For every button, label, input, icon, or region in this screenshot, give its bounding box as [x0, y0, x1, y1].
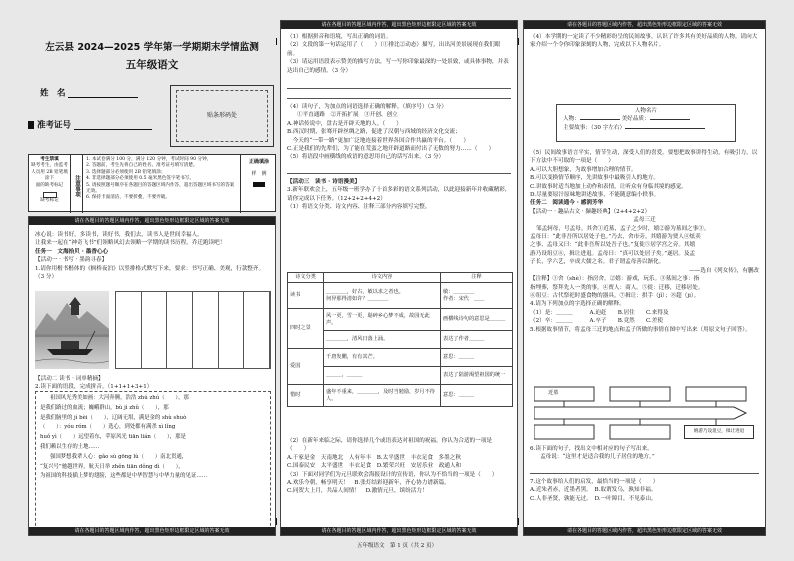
- question-line: （2）文段的第一句话运用了（ ）（①排比②动态）描写，出出河美景展现在我们眼前。: [287, 42, 501, 57]
- options-line: A.近朱者赤，近墨者黑。 B.取谓发乌，孰知非福。: [530, 487, 657, 494]
- table-cell: 惜时: [288, 385, 324, 407]
- question-line: （3）请运用语段表示赞美的描写方法，写一写你印象最深的一处景致，或具体事物，并表达出自己的感情。（3 分）: [287, 59, 509, 74]
- options-line: B.西汉时期，张骞开辟丝绸之路，促进了汉朝与西域的经济文化交流；: [287, 129, 461, 136]
- character-card[interactable]: [556, 104, 736, 142]
- column-1: [28, 20, 276, 536]
- passage-line: （ ）：yóu róm（ ）选心，到处都有满杀 xì lǐng: [40, 424, 176, 431]
- table-cell[interactable]: 盛年不重来，＿＿＿＿，及时当勉励，岁月不待人。: [324, 385, 441, 407]
- card-deeds-label: 主要故事：（30 字左右）: [563, 124, 626, 131]
- passage-line: 祖国风光秀美如画：大河奔腾，浩浩 zhú zhú（ ），那: [50, 395, 189, 401]
- options-line: ①平直通路 ②开拓扩展 ③开创、创立: [297, 112, 398, 119]
- activity-heading: 【活动三 读书 · 诗语漫美】: [287, 178, 361, 185]
- section-heading: 任务一 文海拾贝 · 墨香心心: [35, 248, 109, 255]
- warning-banner: 请在各题目的答题区域内作答，超出黑色矩形边框限定区域的答案无效: [524, 21, 765, 29]
- question-line: （5）将语段中画横线的成语的意思用自己的话写出来。（3 分）: [287, 154, 445, 161]
- question-line: （4）读句子，为加点的词语选择正确的解释。（填序号）（3 分）: [287, 104, 447, 111]
- table-cell[interactable]: ＿＿＿，＿＿＿: [324, 367, 441, 385]
- intro-text: 让我来一起在“神奇飞书”们领略风幻去领略一学期的读书历程，乔迁跑读吧！: [35, 240, 226, 247]
- candidate-text: 面的缺考标记: [35, 182, 64, 188]
- question-line: （1）根据拼音和语境，写出正确的词语。: [287, 34, 392, 40]
- options-line: A.千家是金 天南地北 人有年丰 B.太平盛世 丰衣足食 多墨之秋: [287, 454, 461, 461]
- options-line: C.讲故事时适当地加上动作和表情，让听众有身临其境的感觉。: [530, 183, 687, 190]
- options-line: （2）卒：＿＿＿ A.卒子 B.竟然 C.差使: [530, 318, 663, 325]
- attention-label: 注意事项: [71, 155, 83, 213]
- passage-line: 是我们脑里的 jì bèi（ ），辽阔无垠，满是金的 shù shuò: [40, 414, 187, 421]
- question-line: （2）在新年来临之际，请你选择几个或语表达对祖国的祝福。你认为合适的一项是（ ）: [287, 438, 492, 453]
- attention-item: 3. 选择题部分必须使用 2B 铅笔填涂；: [86, 169, 166, 175]
- card-quality-label: 美好品质：: [621, 116, 650, 123]
- section-heading: 任务二 阅读通今 · 感润芳华: [530, 200, 604, 207]
- story-line: 之事，孟母又曰：“此非吾所以处吾子也。”复徙⑤居学宫之旁。其嬉: [530, 242, 696, 249]
- intro-text: 冰心说：读书好，多读书，读好书，我们去，读书人是世间幸福人。: [35, 232, 203, 238]
- passage-line: 我们赖以生存的土地……: [40, 443, 100, 450]
- options-line: C.人非圣贤，孰能无过。 D.一叶障目，不见泰山。: [530, 495, 657, 502]
- warning-banner: 请在各题目的答题区域内作答，超出黑色矩形边框限定区域的答案无效: [281, 527, 517, 535]
- options-line: C.正是我们的先辈们，为了能在荒蛮之地开辟道路而付出了无数的努力……（ ）: [287, 146, 495, 153]
- table-cell[interactable]: 表达了作者＿＿＿: [441, 331, 513, 349]
- table-cell[interactable]: 意思：＿＿＿: [441, 349, 513, 367]
- passage-box: [35, 391, 271, 531]
- attention-item: 6. 保持卡面清洁，不要折叠，不要弄破。: [86, 195, 170, 201]
- column-2: [280, 20, 518, 536]
- sample-label: 样 例: [251, 171, 267, 178]
- poetry-table: [287, 272, 513, 407]
- table-cell: 四时之景: [288, 309, 324, 349]
- diagram-end-label: 嬉游乃设俎豆，揖让进退: [684, 425, 754, 439]
- attention-item: 5. 请按照题号顺序在各题目的答题区域内作答，超出答题区域书写的答案无效。: [86, 182, 235, 195]
- passage-line: 为祖国的科技插上梦的翅膀，这些都是中华智慧与中华力量的见证……: [40, 473, 208, 480]
- exam-subject: 五年级语文: [125, 59, 179, 71]
- page-footer: 五年级语文 第 1 页（共 2 页）: [357, 543, 437, 549]
- sample-mark: [253, 182, 265, 187]
- answer-line[interactable]: [287, 89, 511, 99]
- exam-number-field[interactable]: [28, 120, 152, 130]
- table-cell: 读书: [288, 283, 324, 309]
- diagram-start-label: 近墓: [548, 390, 559, 396]
- name-field[interactable]: [40, 88, 138, 98]
- attention-items: [83, 155, 241, 213]
- question-line: （4）本学期的一定读了不少精彩纷呈的民间故事，认识了许多其有美好品质的人物。请向大家介绍一个令你印象深刻的人物，完成以下人物名片。: [530, 34, 758, 49]
- notes-line: ⑥俎豆：古代祭祀时盛食物的器具。⑦揖让：拱手（jǐ）；⑧超（ji）。: [530, 292, 700, 299]
- passage-line: 强国梦想我辈人心：gǎo sù gōng lù（ ）南北贯通，: [50, 453, 188, 460]
- candidate-text: 人员用 2B 铅笔填涂下: [31, 169, 68, 182]
- story-title: 孟母三迁: [633, 217, 656, 224]
- table-cell[interactable]: 敏：＿＿＿＿ 作者：宋代 ＿＿: [441, 283, 513, 309]
- question-2: 2.读下面的语段，完成拼音。（1+1+1+3+1）: [35, 384, 153, 390]
- table-cell: 爱国: [288, 349, 324, 385]
- story-source: ——选自《列女传》，有删改: [689, 267, 759, 274]
- warning-banner: 请在各题目的答题区域内作答，超出黑色矩形边框限定区域的答案无效: [29, 217, 275, 225]
- card-person-label: 人物：: [563, 116, 580, 123]
- question-line: 6.读下面的句子，找出文中相对应的句子写出来。: [530, 446, 653, 452]
- story-line: 邹孟轲母，号孟母。其舍①近墓，孟子之少时，嬉②游为墓间之事③。: [536, 225, 710, 232]
- passage-line: “复兴号”驰越世界，航天日举 zhěn tiān dǒng dì（ ），: [40, 463, 184, 470]
- table-cell: 千唐发鹏，有有其芒。: [324, 349, 441, 367]
- warning-banner: 请在各题目的答题区域内作答，超出黑色矩形边框限定区域的答案无效: [281, 21, 517, 29]
- candidate-text: 缺考考生，由监考: [31, 163, 68, 169]
- options-line: （1）是：＿＿＿ A.迫赶 B.居住 C.来得及: [530, 309, 669, 316]
- notes-line: 【注释】①舍（shè）：指房舍。②嬉：游戏，玩乐。③墓间之事：指: [530, 276, 700, 283]
- table-cell: 风一更，雪一更，聒碎乡心梦不成，故园无此声。: [324, 309, 441, 331]
- options-line: A.神话传说中，盘古是开辟天地的人。（ ）: [287, 120, 402, 127]
- story-line: 子长，学六艺，卒成大儒之名。君子谓孟母善以渐化。: [530, 259, 665, 266]
- options-line: D.尽量要原汁原味地讲述故事，不能随意编小轶事。: [530, 192, 660, 199]
- question-line: 7.这个故事给人们的启发，最恰当的一项是（ ）: [530, 478, 659, 485]
- candidate-title: 考生禁填: [40, 157, 59, 162]
- question-line: （3）下面对同学们为元旦联欢会海报设计的宣传语，你认为不恰当的一项是（ ）: [287, 471, 498, 478]
- exam-title: 左云县 2024—2025 学年第一学期期末学情监测: [45, 42, 259, 53]
- table-cell[interactable]: ＿＿＿＿，清风日落上涌。: [324, 331, 441, 349]
- absent-label: 缺考标记: [40, 198, 59, 204]
- question-line: （5）民间故事语言平实，情节生动，深受人们的喜爱。要想把故事讲得生动，有吸引力，以下方法中不可取的一项是（ ）: [530, 150, 758, 165]
- section-1-answer-area: [28, 216, 276, 536]
- notes-line: 指埋葬，祭拜先人一类的事。④贾人：商人。⑤徙：迁移，迁移居处。: [530, 284, 704, 291]
- activity-heading: 【活动二 读书 · 词单精摘】: [35, 376, 104, 382]
- options-line: A.可以大胆想象，为故事增加合理的情节。: [530, 166, 637, 173]
- table-header: 注释: [441, 273, 513, 283]
- exam-number-label: 准考证号: [36, 120, 71, 131]
- question-line: 孟母说：“这里才是适合我的儿子居住的地方。”: [540, 454, 655, 461]
- activity-heading: 【活动一 · 书写 · 墨韵寻春】: [35, 257, 108, 264]
- notice-box: [28, 154, 276, 212]
- barcode-label: 贴条形码处: [206, 111, 237, 119]
- card-title: 人物名片: [634, 108, 658, 114]
- barcode-area: [170, 85, 274, 147]
- table-cell: 表达了陆游渴望祖国的统一: [441, 367, 513, 385]
- story-line: 游乃设俎豆⑥，揖让进退。孟母曰：“真可以处居子矣。”遂居。及孟: [530, 250, 696, 257]
- attention-item: 2. 答题前，考生先将自己的姓名、准考证号填写清楚。: [86, 163, 198, 169]
- passage-line: 是我们路过的血流；巍峨群山，bù jì zhǔ（ ），那: [40, 404, 169, 411]
- question-line: 4.请为下列加点的字选择正确的解释。: [530, 301, 625, 308]
- table-cell[interactable]: 意思：＿＿＿: [441, 385, 513, 407]
- candidate-box: [29, 155, 71, 213]
- activity-heading: 【活动一 · 趣品古文 · 撷趣经典】（2+4+2+2）: [530, 208, 651, 215]
- passage-line: huǒ yì（ ）远望着东，苹原风光 tiān lián（ ），那是: [40, 434, 186, 441]
- table-header: 诗文内容: [324, 273, 441, 283]
- options-line: C.同贺大上月，共品人间情！ D.激情元旦，缤纷活力！: [287, 488, 428, 495]
- options-line: C.国泰民安 太平盛世 丰衣足食 D.繁荣兴旺 安居乐业 政通人和: [287, 463, 462, 470]
- fill-sample: [241, 155, 276, 213]
- options-line: B.可以变换情节顺序，先讲故事中最吸引人的地方。: [530, 175, 659, 182]
- attention-item: 4. 非选择题部分必须使用 0.5 毫米黑色签字笔书写。: [86, 176, 194, 182]
- question-line: 5.根据故事情节，将孟母三迁的地点和孟子所做的事情在图中写出来（用原文句子回答）。: [530, 326, 751, 333]
- answer-line[interactable]: [287, 164, 511, 174]
- name-label: 姓 名: [40, 88, 66, 99]
- table-header: 诗文分类: [288, 273, 324, 283]
- table-cell[interactable]: ＿＿＿＿，好古，敏以求之者也。 何异那得清如许？＿＿＿＿: [324, 283, 441, 309]
- writing-grid[interactable]: [115, 291, 271, 369]
- options-line: 今天的“一带一路”更加广泛地连接着世界各国合作共赢的平台。（ ）: [287, 137, 469, 144]
- answer-line[interactable]: [530, 464, 759, 474]
- landscape-painting: [35, 291, 109, 369]
- table-cell[interactable]: 画横线诗句的意思是＿＿＿: [441, 309, 513, 331]
- warning-banner: 请在各题目的答题区域内作答，超出黑色矩形边框限定区域的答案无效: [29, 527, 275, 535]
- warning-banner: 请在各题目的答题区域内作答，超出黑色矩形边框限定区域的答案无效: [524, 527, 765, 535]
- story-line: 孟母曰：“此非吾所以居处子也。”乃去，舍市旁。其嬉游为贾人④炫卖: [530, 234, 701, 241]
- question-line: （1）将语文分类、诗文内容、注释三部分内容填写完整。: [287, 204, 431, 211]
- fill-label: 正确填涂: [248, 159, 269, 165]
- column-3: [523, 20, 766, 536]
- question-1: 1.请你用楷书楷体的《枫桥夜泊》以竖排格式默写下来，要求：书写正确、美观，行款整齐。（3 分）: [35, 265, 265, 281]
- question-3: 3.新年联欢会上，五年级一班学办了十首多彩的语文系列活动，以此迎接新年并收藏精彩，请你完成以下任务。（12+2+2+4+2）: [287, 187, 511, 202]
- attention-item: 1. 本试卷满分 100 分，满分 120 分钟，考试时间 90 分钟。: [86, 157, 212, 162]
- answer-line[interactable]: [287, 79, 511, 89]
- options-line: A.欢乐今朝，畅享明天！ B.张灯结彩迎新年，齐心协力谱新篇。: [287, 480, 450, 487]
